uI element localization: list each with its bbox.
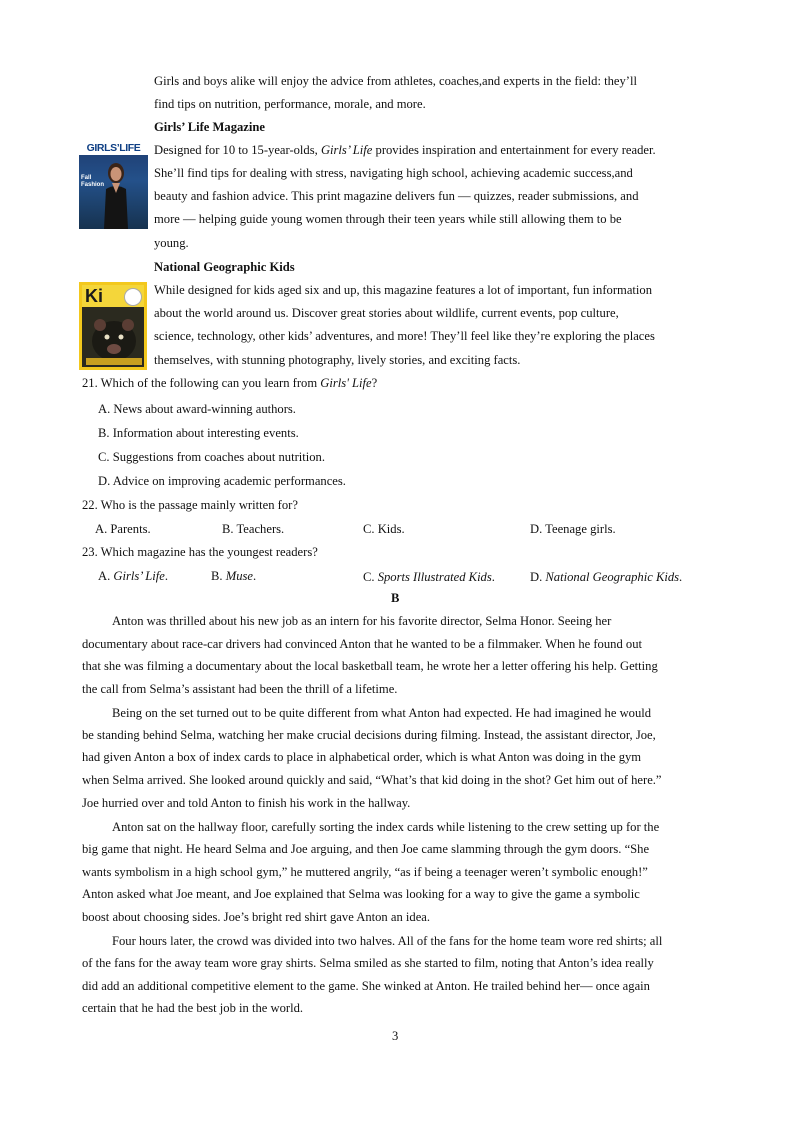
girls-life-cover-line-2: Fashion [81,182,105,188]
girls-life-cover-masthead: GIRLS’LIFE [79,141,148,155]
passage-b-line: boost about choosing sides. Joe’s bright red shirt gave Anton an idea. [82,910,431,924]
girls-life-line-5: young. [154,236,189,250]
natgeo-kids-heading: National Geographic Kids [154,260,295,274]
girls-life-line-3: beauty and fashion advice. This print magazine delivers fun — quizzes, reader submissions, and [154,189,639,203]
question-21-option-a: A. News about award-winning authors. [98,402,296,416]
cover-badge-icon [124,288,142,306]
cover-animal-illustration [86,311,142,365]
girls-life-line-2: She’ll find tips for dealing with stress, navigating high school, achieving academic success,and [154,166,633,180]
girls-life-cover-line-1: Fall [81,175,92,181]
intro-line-2: find tips on nutrition, performance, morale, and more. [154,97,426,111]
q23-a-title: Girls’ Life [113,569,165,583]
q23-c-letter: C. [363,570,378,584]
girls-life-line-1 [154,142,656,158]
question-23-option-b [211,568,256,584]
section-b-label: B [391,591,400,605]
question-23-option-c [363,569,495,585]
q23-a-period: . [164,569,168,583]
passage-b-line: Being on the set turned out to be quite different from what Anton had expected. He had imagined he would [112,706,652,720]
question-22-option-a: A. Parents. [95,522,151,536]
passage-b-line: certain that he had the best job in the world. [82,1001,304,1015]
passage-b-line: that she was filming a documentary about the local basketball team, he wrote her a letter offering his help. Getting [82,659,658,673]
intro-line-1: Girls and boys alike will enjoy the advice from athletes, coaches,and experts in the field: they’ll [154,74,637,88]
q23-b-period: . [252,569,257,583]
question-21-option-b: B. Information about interesting events. [98,426,299,440]
question-22-option-c: C. Kids. [363,522,405,536]
question-22-stem: 22. Who is the passage mainly written for? [82,498,298,512]
passage-b-line: Four hours later, the crowd was divided into two halves. All of the fans for the home team wore red shirts; all [112,934,663,948]
q23-d-letter: D. [530,570,546,584]
question-21-option-c: C. Suggestions from coaches about nutrition. [98,450,326,464]
question-21-stem-post: ? [371,376,378,390]
q23-d-period: . [679,570,683,584]
girls-life-line-4: more — helping guide young women through their teen years while still allowing them to be [154,212,622,226]
girls-life-line-1-pre: Designed for 10 to 15-year-olds, [154,143,321,157]
q23-d-title: National Geographic Kids [545,570,680,584]
cover-person-illustration [101,159,131,229]
question-21-option-d: D. Advice on improving academic performances. [98,474,346,488]
question-21-stem-pre: 21. Which of the following can you learn from [82,376,321,390]
passage-b-line: be standing behind Selma, watching her make crucial decisions during filming. Instead, the assistant director, Joe, [82,728,656,742]
girls-life-heading: Girls’ Life Magazine [154,120,265,134]
passage-b-line: Joe hurried over and told Anton to finish his work in the hallway. [82,796,411,810]
passage-b-line: wants symbolism in a high school gym,” he muttered angrily, “as if being a teenager weren’t symbolic enough!” [82,865,648,879]
question-21-stem [82,375,377,391]
question-23-option-d [530,569,682,585]
q23-b-title: Muse [225,569,253,583]
passage-b-line: Anton was thrilled about his new job as an intern for his favorite director, Selma Honor. Seeing her [112,614,612,628]
girls-life-cover-image [79,141,148,229]
passage-b-line: big game that night. He heard Selma and Joe arguing, and then Joe came slamming through the gym doors. “She [82,842,650,856]
question-23-option-a [98,568,168,584]
passage-b-line: did add an additional competitive element to the game. She winked at Anton. He trailed behind her— once again [82,979,650,993]
passage-b-line: Anton asked what Joe meant, and Joe explained that Selma was looking for a way to give the game a symbolic [82,887,640,901]
passage-b-line: Anton sat on the hallway floor, carefully sorting the index cards while listening to the crew setting up for the [112,820,660,834]
natgeo-kids-line-4: themselves, with stunning photography, lively stories, and exciting facts. [154,353,521,367]
passage-b-line: the call from Selma’s assistant had been the thrill of a lifetime. [82,682,398,696]
natgeo-kids-cover-image [79,282,147,370]
natgeo-kids-line-3: science, technology, other kids’ adventures, and more! They’ll feel like they’re exploring the places [154,329,655,343]
passage-b-line: when Selma arrived. She looked around quickly and said, “What’s that kid doing in the shot? Get him out of here.” [82,773,662,787]
question-22-option-d: D. Teenage girls. [530,522,616,536]
natgeo-kids-line-2: about the world around us. Discover great stories about wildlife, current events, pop culture, [154,306,619,320]
passage-b-line: of the fans for the away team wore gray shirts. Selma smiled as she started to film, noting that Anton’s idea really [82,956,654,970]
question-22-option-b: B. Teachers. [222,522,285,536]
q23-c-period: . [491,570,495,584]
q23-b-letter: B. [211,569,226,583]
q23-a-letter: A. [98,569,114,583]
page-number: 3 [392,1029,399,1043]
natgeo-kids-cover-masthead: Ki [82,285,144,307]
question-23-stem: 23. Which magazine has the youngest readers? [82,545,318,559]
q23-c-title: Sports Illustrated Kids [377,570,492,584]
natgeo-kids-line-1: While designed for kids aged six and up, this magazine features a lot of important, fun information [154,283,653,297]
girls-life-title-italic: Girls’ Life [320,143,373,157]
passage-b-line: had given Anton a box of index cards to place in alphabetical order, which is what Anton was doing in the gym [82,750,642,764]
girls-life-line-1-post: provides inspiration and entertainment for every reader. [372,143,656,157]
question-21-stem-italic: Girls' Life [320,376,372,390]
passage-b-line: documentary about race-car drivers had convinced Anton that he wanted to be a filmmaker. When he found out [82,637,642,651]
